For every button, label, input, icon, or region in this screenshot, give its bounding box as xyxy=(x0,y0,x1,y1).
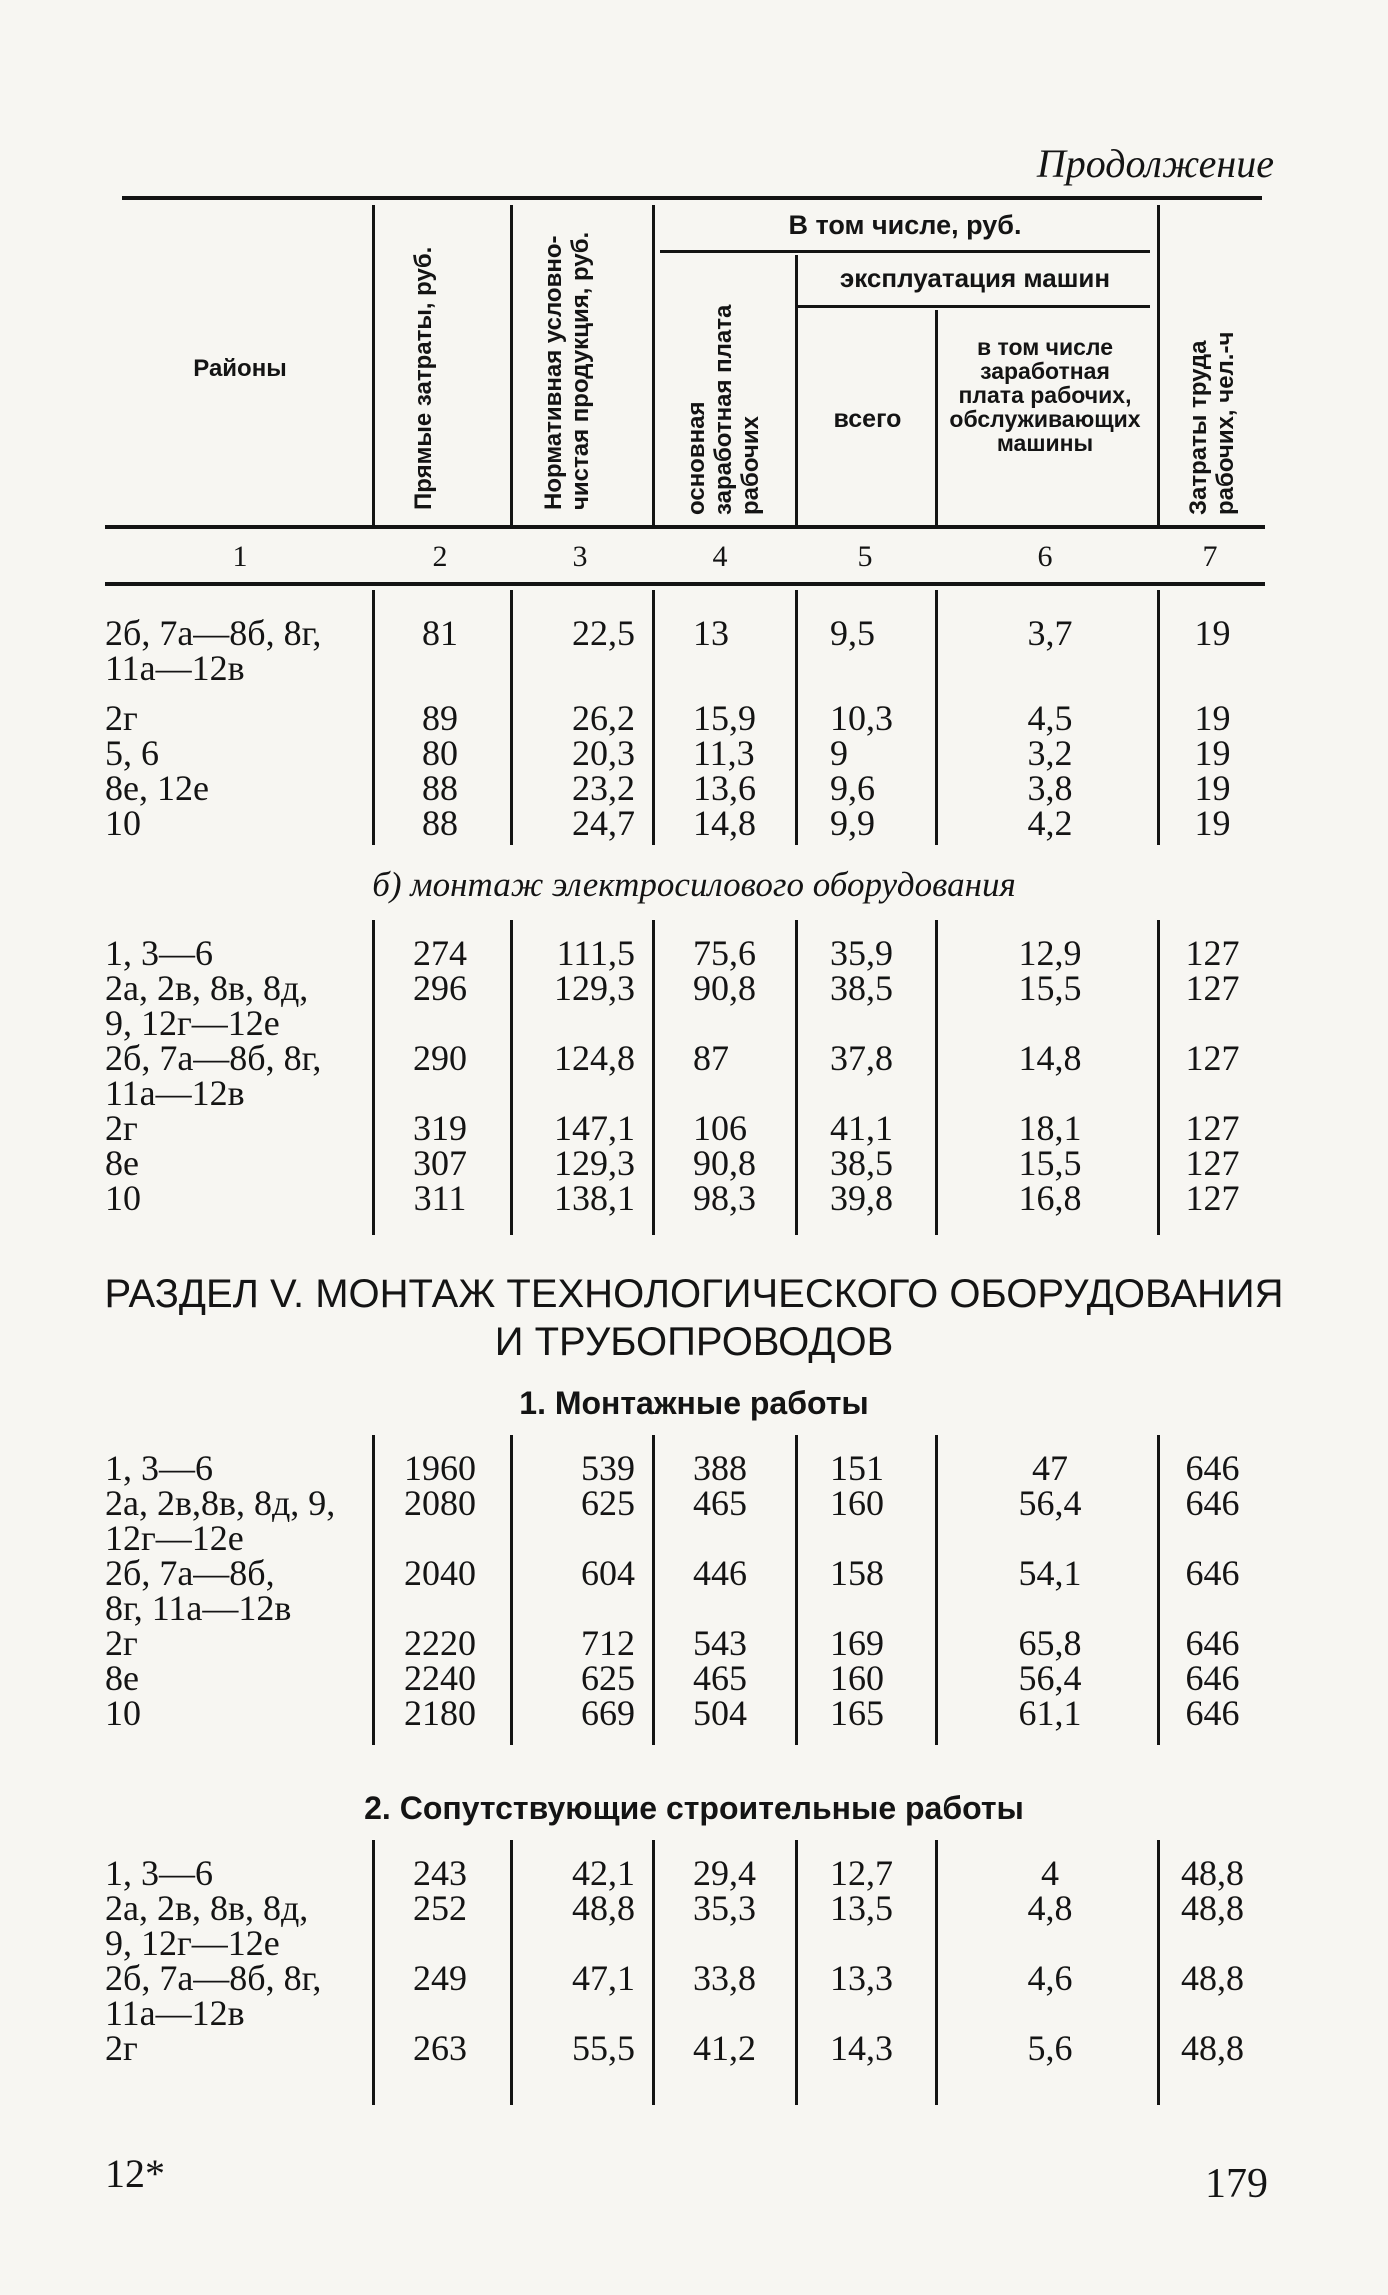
header-base-wages: основная заработная плата рабочих xyxy=(683,304,764,515)
block-b-title: б) монтаж электросилового оборудования xyxy=(372,865,1016,904)
cell-col-2: 311 xyxy=(413,1178,467,1218)
cell-col-3: 42,1 xyxy=(572,1853,635,1893)
cell-col-6: 56,4 xyxy=(1018,1483,1082,1523)
region-name: 11а—12в xyxy=(105,1073,245,1113)
cell-col-7: 48,8 xyxy=(1181,2028,1244,2068)
col-number: 5 xyxy=(857,540,873,573)
region-name: 9, 12г—12е xyxy=(105,1003,280,1043)
cell-col-3: 712 xyxy=(581,1623,635,1663)
region-name: 2б, 7а—8б, 8г, xyxy=(105,1958,322,1998)
header-rule-machines xyxy=(795,305,1150,308)
header-total: всего xyxy=(833,405,902,433)
cell-col-2: 263 xyxy=(413,2028,467,2068)
cell-col-3: 147,1 xyxy=(554,1108,635,1148)
header-normative-net: Нормативная условно-чистая продукция, руб. xyxy=(540,231,594,510)
cell-col-5: 9 xyxy=(830,733,848,773)
table-row xyxy=(0,1038,1388,1113)
cell-col-6: 47 xyxy=(1032,1448,1068,1488)
cell-col-5: 41,1 xyxy=(830,1108,893,1148)
cell-col-4: 15,9 xyxy=(693,698,756,738)
cell-col-4: 35,3 xyxy=(693,1888,756,1928)
table-row xyxy=(0,1660,1388,1696)
cell-col-4: 13,6 xyxy=(693,768,756,808)
col-number: 3 xyxy=(572,540,588,573)
region-name: 2б, 7а—8б, 8г, xyxy=(105,1038,322,1078)
cell-col-7: 127 xyxy=(1185,1143,1240,1183)
table-row xyxy=(0,2030,1388,2066)
cell-col-7: 127 xyxy=(1185,1178,1240,1218)
cell-col-5: 39,8 xyxy=(830,1178,893,1218)
cell-col-2: 88 xyxy=(422,803,458,843)
col-number: 1 xyxy=(232,540,248,573)
cell-col-6: 18,1 xyxy=(1018,1108,1082,1148)
cell-col-4: 13 xyxy=(693,613,729,653)
cell-col-4: 388 xyxy=(693,1448,747,1488)
header-rule-including xyxy=(660,250,1150,253)
region-name: 5, 6 xyxy=(105,733,159,773)
region-name: 2г xyxy=(105,2028,138,2068)
cell-col-3: 22,5 xyxy=(572,613,635,653)
cell-col-3: 129,3 xyxy=(554,968,635,1008)
cell-col-6: 16,8 xyxy=(1018,1178,1082,1218)
cell-col-4: 11,3 xyxy=(693,733,755,773)
cell-col-7: 127 xyxy=(1185,968,1240,1008)
cell-col-2: 249 xyxy=(413,1958,467,1998)
cell-col-6: 4,6 xyxy=(1027,1958,1073,1998)
table-row xyxy=(0,1695,1388,1731)
cell-col-4: 106 xyxy=(693,1108,747,1148)
cell-col-7: 19 xyxy=(1194,613,1231,653)
cell-col-2: 2240 xyxy=(404,1658,476,1698)
cell-col-3: 669 xyxy=(581,1693,635,1733)
table-row xyxy=(0,1180,1388,1216)
region-name: 1, 3—6 xyxy=(105,933,213,973)
cell-col-4: 75,6 xyxy=(693,933,756,973)
cell-col-2: 296 xyxy=(413,968,467,1008)
cell-col-7: 19 xyxy=(1194,733,1231,773)
cell-col-4: 14,8 xyxy=(693,803,756,843)
cell-col-6: 15,5 xyxy=(1018,968,1082,1008)
cell-col-4: 98,3 xyxy=(693,1178,756,1218)
cell-col-4: 41,2 xyxy=(693,2028,756,2068)
table-row xyxy=(0,770,1388,806)
table-row xyxy=(0,968,1388,1043)
col-number: 7 xyxy=(1202,540,1218,573)
cell-col-6: 3,7 xyxy=(1027,613,1073,653)
cell-col-7: 646 xyxy=(1185,1448,1240,1488)
cell-col-2: 89 xyxy=(422,698,458,738)
region-name: 11а—12в xyxy=(105,1993,245,2033)
page-number: 179 xyxy=(1205,2161,1268,2207)
cell-col-2: 243 xyxy=(413,1853,467,1893)
cell-col-7: 646 xyxy=(1185,1658,1240,1698)
table-row xyxy=(0,1553,1388,1628)
header-machine-operation: эксплуатация машин xyxy=(839,263,1111,293)
cell-col-4: 90,8 xyxy=(693,1143,756,1183)
continued-label: Продолжение xyxy=(1036,141,1274,186)
cell-col-7: 646 xyxy=(1185,1483,1240,1523)
cell-col-2: 80 xyxy=(422,733,458,773)
region-name: 8е xyxy=(105,1658,139,1698)
cell-col-5: 9,5 xyxy=(830,613,875,653)
cell-col-2: 2220 xyxy=(404,1623,476,1663)
header-incl-wages: в том числе заработная плата рабочих, обслуживающих машины xyxy=(949,334,1141,456)
region-name: 2а, 2в, 8в, 8д, xyxy=(105,1888,309,1928)
region-name: 2б, 7а—8б, xyxy=(105,1553,275,1593)
table-row xyxy=(0,1625,1388,1661)
cell-col-2: 1960 xyxy=(404,1448,476,1488)
cell-col-6: 5,6 xyxy=(1027,2028,1073,2068)
cell-col-6: 4,8 xyxy=(1027,1888,1073,1928)
header-including: В том числе, руб. xyxy=(788,210,1022,240)
section-heading-line1: РАЗДЕЛ V. МОНТАЖ ТЕХНОЛОГИЧЕСКОГО ОБОРУДОВАНИЯ xyxy=(104,1272,1284,1316)
cell-col-2: 2180 xyxy=(404,1693,476,1733)
table-row xyxy=(0,735,1388,771)
cell-col-7: 19 xyxy=(1194,803,1231,843)
cell-col-4: 504 xyxy=(693,1693,747,1733)
cell-col-3: 26,2 xyxy=(572,698,635,738)
cell-col-7: 127 xyxy=(1185,1108,1240,1148)
cell-col-4: 33,8 xyxy=(693,1958,756,1998)
cell-col-7: 48,8 xyxy=(1181,1853,1244,1893)
section-heading-line2: И ТРУБОПРОВОДОВ xyxy=(494,1320,894,1364)
cell-col-7: 646 xyxy=(1185,1623,1240,1663)
table-row xyxy=(0,700,1388,736)
cell-col-5: 38,5 xyxy=(830,1143,893,1183)
cell-col-7: 19 xyxy=(1194,698,1231,738)
cell-col-5: 38,5 xyxy=(830,968,893,1008)
cell-col-4: 90,8 xyxy=(693,968,756,1008)
table-top-rule xyxy=(122,196,1262,200)
region-name: 2а, 2в,8в, 8д, 9, xyxy=(105,1483,336,1523)
table-row xyxy=(0,805,1388,841)
header-vline xyxy=(935,310,938,525)
region-name: 2г xyxy=(105,1623,138,1663)
cell-col-2: 2040 xyxy=(404,1553,476,1593)
table-row xyxy=(0,1888,1388,1963)
region-name: 8е xyxy=(105,1143,139,1183)
cell-col-2: 274 xyxy=(413,933,467,973)
table-row xyxy=(0,1483,1388,1558)
cell-col-3: 138,1 xyxy=(554,1178,635,1218)
block-d-title: 2. Сопутствующие строительные работы xyxy=(364,1790,1024,1826)
cell-col-6: 61,1 xyxy=(1018,1693,1082,1733)
cell-col-6: 3,8 xyxy=(1027,768,1073,808)
cell-col-5: 37,8 xyxy=(830,1038,893,1078)
cell-col-3: 55,5 xyxy=(572,2028,635,2068)
cell-col-5: 169 xyxy=(830,1623,884,1663)
cell-col-4: 465 xyxy=(693,1483,747,1523)
region-name: 2а, 2в, 8в, 8д, xyxy=(105,968,309,1008)
cell-col-6: 15,5 xyxy=(1018,1143,1082,1183)
cell-col-5: 160 xyxy=(830,1483,884,1523)
cell-col-4: 29,4 xyxy=(693,1853,756,1893)
table-row xyxy=(0,1450,1388,1486)
header-bottom-rule xyxy=(105,525,1265,529)
colnum-bottom-rule xyxy=(105,582,1265,586)
cell-col-6: 3,2 xyxy=(1027,733,1073,773)
cell-col-4: 446 xyxy=(693,1553,747,1593)
cell-col-2: 290 xyxy=(413,1038,467,1078)
region-name: 10 xyxy=(105,1693,141,1733)
region-name: 9, 12г—12е xyxy=(105,1923,280,1963)
header-vline xyxy=(372,205,375,525)
cell-col-3: 23,2 xyxy=(572,768,635,808)
cell-col-6: 4,5 xyxy=(1027,698,1073,738)
cell-col-6: 4 xyxy=(1041,1853,1059,1893)
cell-col-7: 646 xyxy=(1185,1553,1240,1593)
cell-col-5: 151 xyxy=(830,1448,884,1488)
region-name: 12г—12е xyxy=(105,1518,244,1558)
cell-col-3: 48,8 xyxy=(572,1888,635,1928)
cell-col-7: 127 xyxy=(1185,1038,1240,1078)
header-vline xyxy=(510,205,513,525)
cell-col-5: 158 xyxy=(830,1553,884,1593)
cell-col-6: 12,9 xyxy=(1018,933,1082,973)
region-name: 2г xyxy=(105,1108,138,1148)
header-direct-costs: Прямые затраты, руб. xyxy=(410,246,437,510)
cell-col-3: 539 xyxy=(581,1448,635,1488)
cell-col-2: 319 xyxy=(413,1108,467,1148)
cell-col-4: 543 xyxy=(693,1623,747,1663)
cell-col-5: 165 xyxy=(830,1693,884,1733)
cell-col-5: 10,3 xyxy=(830,698,893,738)
cell-col-7: 127 xyxy=(1185,933,1240,973)
region-name: 11а—12в xyxy=(105,648,245,688)
region-name: 1, 3—6 xyxy=(105,1448,213,1488)
cell-col-3: 129,3 xyxy=(554,1143,635,1183)
cell-col-7: 19 xyxy=(1194,768,1231,808)
region-name: 8е, 12е xyxy=(105,768,209,808)
cell-col-6: 4,2 xyxy=(1027,803,1073,843)
table-row xyxy=(0,1855,1388,1891)
cell-col-7: 48,8 xyxy=(1181,1958,1244,1998)
col-number: 2 xyxy=(432,540,448,573)
cell-col-6: 14,8 xyxy=(1018,1038,1082,1078)
cell-col-2: 307 xyxy=(413,1143,467,1183)
cell-col-2: 88 xyxy=(422,768,458,808)
header-vline xyxy=(1157,205,1160,525)
cell-col-3: 625 xyxy=(581,1483,635,1523)
cell-col-5: 9,6 xyxy=(830,768,875,808)
table-row xyxy=(0,1110,1388,1146)
cell-col-4: 465 xyxy=(693,1658,747,1698)
cell-col-7: 48,8 xyxy=(1181,1888,1244,1928)
header-regions: Районы xyxy=(193,355,287,382)
cell-col-5: 13,5 xyxy=(830,1888,893,1928)
cell-col-7: 646 xyxy=(1185,1693,1240,1733)
footer-signature-mark: 12* xyxy=(105,2151,165,2196)
cell-col-5: 35,9 xyxy=(830,933,893,973)
cell-col-6: 65,8 xyxy=(1018,1623,1082,1663)
table-row xyxy=(0,1958,1388,2033)
cell-col-2: 252 xyxy=(413,1888,467,1928)
region-name: 8г, 11а—12в xyxy=(105,1588,292,1628)
region-name: 1, 3—6 xyxy=(105,1853,213,1893)
cell-col-3: 111,5 xyxy=(556,933,635,973)
cell-col-5: 9,9 xyxy=(830,803,875,843)
cell-col-2: 81 xyxy=(422,613,458,653)
col-number: 4 xyxy=(712,540,728,573)
col-number: 6 xyxy=(1037,540,1053,573)
cell-col-5: 13,3 xyxy=(830,1958,893,1998)
block-c-title: 1. Монтажные работы xyxy=(519,1385,869,1421)
cell-col-3: 124,8 xyxy=(554,1038,635,1078)
header-vline xyxy=(652,205,655,525)
region-name: 10 xyxy=(105,803,141,843)
header-vline xyxy=(795,255,798,525)
cell-col-5: 12,7 xyxy=(830,1853,893,1893)
cell-col-6: 54,1 xyxy=(1018,1553,1082,1593)
cell-col-3: 20,3 xyxy=(572,733,635,773)
table-row xyxy=(0,935,1388,971)
region-name: 2г xyxy=(105,698,138,738)
cell-col-6: 56,4 xyxy=(1018,1658,1082,1698)
cell-col-5: 160 xyxy=(830,1658,884,1698)
header-labor: Затраты труда рабочих, чел.-ч xyxy=(1185,331,1239,515)
cell-col-5: 14,3 xyxy=(830,2028,893,2068)
table-row xyxy=(0,613,1388,688)
region-name: 2б, 7а—8б, 8г, xyxy=(105,613,322,653)
region-name: 10 xyxy=(105,1178,141,1218)
cell-col-2: 2080 xyxy=(404,1483,476,1523)
cell-col-3: 47,1 xyxy=(572,1958,635,1998)
cell-col-3: 625 xyxy=(581,1658,635,1698)
cell-col-4: 87 xyxy=(693,1038,729,1078)
cell-col-3: 24,7 xyxy=(572,803,635,843)
cell-col-3: 604 xyxy=(581,1553,635,1593)
table-row xyxy=(0,1145,1388,1181)
